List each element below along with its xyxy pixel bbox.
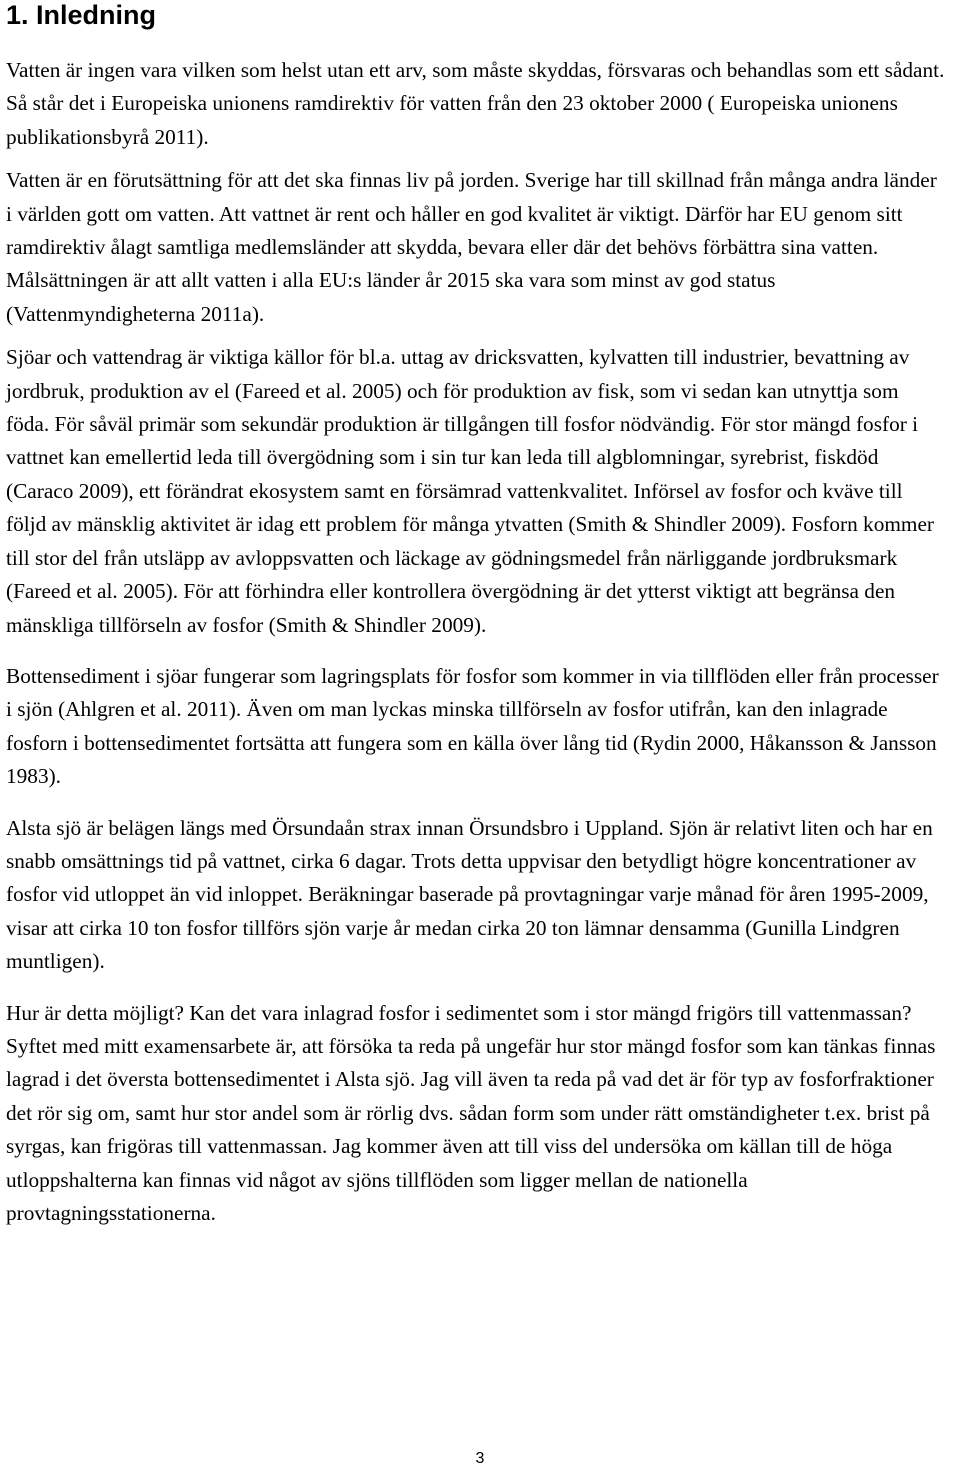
paragraph-purpose: Hur är detta möjligt? Kan det vara inlagrad fosfor i sedimentet som i stor mängd frigörs till vattenmassan? Syftet med mitt examensarbete är, att försöka ta reda på ungefär hur stor mängd fosfor som kan tänkas finnas lagrad i det översta bottensedimentet i Alsta sjö. Jag vill även ta reda på vad det är för typ av fosforfraktioner det rör sig om, samt hur stor andel som är rörlig dvs. sådan form som under rätt omständigheter t.ex. brist på syrgas, kan frigöras till vattenmassan. Jag kommer även att till viss del undersöka om källan till de höga utloppshalterna kan finnas vid något av sjöns tillflöden som ligger mellan de nationella provtagningsstationerna. (6, 1000, 936, 1225)
section-heading: 1. Inledning (6, 0, 157, 30)
paragraph-intro: Vatten är ingen vara vilken som helst utan ett arv, som måste skyddas, försvaras och behandlas som ett sådant. Så står det i Europeiska unionens ramdirektiv för vatten från den 23 oktober 2000 ( Europeiska unionens publikationsbyrå 2011). (6, 58, 945, 149)
paragraph-bottom-sediment: Bottensediment i sjöar fungerar som lagringsplats för fosfor som kommer in via tillflöden eller från processer i sjön (Ahlgren et al. 2011). Även om man lyckas minska tillförseln av fosfor utifrån, kan den inlagrade fosforn i bottensedimentet fortsätta att fungera som en källa över lång tid (Rydin 2000, Håkansson & Jansson 1983). (6, 663, 939, 789)
paragraph-lakes-phosphorus: Sjöar och vattendrag är viktiga källor för bl.a. uttag av dricksvatten, kylvatten till industrier, bevattning av jordbruk, produktion av el (Fareed et al. 2005) och för produktion av fisk, som vi sedan kan utnyttja som föda. För såväl primär som sekundär produktion är tillgången till fosfor nödvändig. För stor mängd fosfor i vattnet kan emellertid leda till övergödning som i sin tur kan leda till algblomningar, syrebrist, fiskdöd (Caraco 2009), ett förändrat ekosystem samt en försämrad vattenkvalitet. Införsel av fosfor och kväve till följd av mänsklig aktivitet är idag ett problem för många ytvatten (Smith & Shindler 2009). Fosforn kommer till stor del från utsläpp av avloppsvatten och läckage av gödningsmedel från närliggande jordbruksmark (Fareed et al. 2005). För att förhindra eller kontrollera övergödning är det ytterst viktigt att begränsa den mänskliga tillförseln av fosfor (Smith & Shindler 2009). (6, 345, 935, 637)
paragraph-alsta-lake: Alsta sjö är belägen längs med Örsundaån strax innan Örsundsbro i Uppland. Sjön är relativt liten och har en snabb omsättnings tid på vattnet, cirka 6 dagar. Trots detta uppvisar den betydligt högre koncentrationer av fosfor vid utloppet än vid inloppet. Beräkningar baserade på provtagningar varje månad för åren 1995-2009, visar att cirka 10 ton fosfor tillförs sjön varje år medan cirka 20 ton lämnar densamma (Gunilla Lindgren muntligen). (6, 815, 933, 974)
paragraph-water-prerequisite: Vatten är en förutsättning för att det ska finnas liv på jorden. Sverige har till skillnad från många andra länder i världen gott om vatten. Att vattnet är rent och håller en god kvalitet är viktigt. Därför har EU genom sitt ramdirektiv ålagt samtliga medlemsländer att skydda, bevara eller där det behövs förbättra sina vatten. Målsättningen är att allt vatten i alla EU:s länder år 2015 ska vara som minst av god status (Vattenmyndigheterna 2011a). (6, 168, 937, 326)
document-page (6, 0, 946, 1230)
page-number: 3 (475, 1450, 485, 1467)
